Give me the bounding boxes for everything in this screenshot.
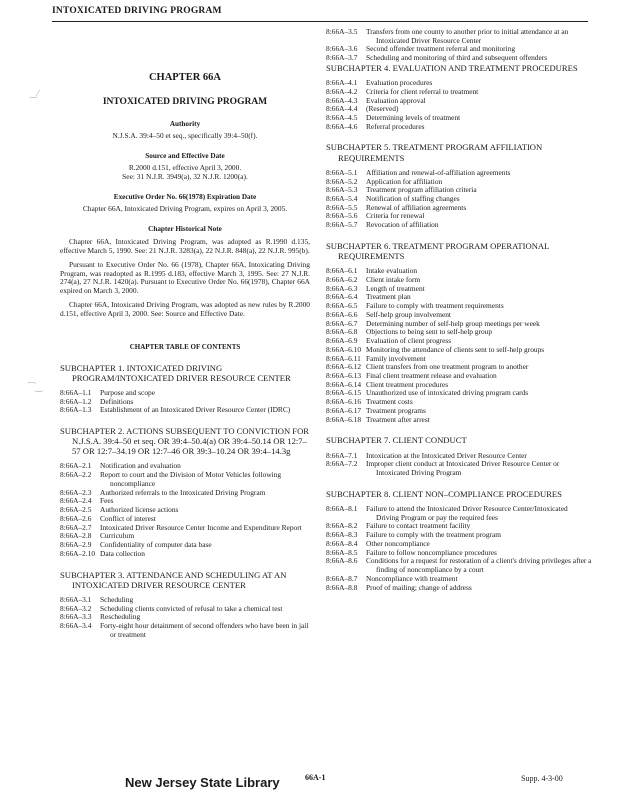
section-entry bbox=[326, 221, 592, 230]
section-entry bbox=[60, 497, 310, 506]
section-title: Length of treatment bbox=[366, 283, 425, 293]
section-number: 8:66A–8.1 bbox=[326, 503, 358, 513]
section-title: Other noncompliance bbox=[366, 538, 430, 548]
section-title: Confidentiality of computer data base bbox=[100, 540, 212, 550]
section-number: 8:66A–2.1 bbox=[60, 461, 92, 471]
section-entry bbox=[60, 605, 310, 614]
lead-list bbox=[326, 28, 592, 63]
section-entry bbox=[60, 506, 310, 515]
section-title: Data collection bbox=[100, 548, 145, 558]
section-number: 8:66A–6.4 bbox=[326, 292, 358, 302]
subchapter-title: SUBCHAPTER 4. EVALUATION AND TREATMENT PROCEDURES bbox=[326, 62, 578, 73]
section-title: Scheduling bbox=[100, 594, 134, 604]
section-entry bbox=[60, 406, 310, 415]
section-title: Definitions bbox=[100, 396, 134, 406]
section-title: Treatment program affiliation criteria bbox=[366, 185, 477, 195]
section-title: Client treatment procedures bbox=[366, 379, 449, 389]
source-heading: Source and Effective Date bbox=[145, 151, 225, 160]
section-entry bbox=[326, 557, 592, 574]
subchapter-title: SUBCHAPTER 3. ATTENDANCE AND SCHEDULING AT AN INTOXICATED DRIVER RESOURCE CENTER bbox=[60, 569, 287, 590]
section-number: 8:66A–3.5 bbox=[326, 27, 358, 36]
section-list bbox=[326, 452, 592, 478]
running-header: INTOXICATED DRIVING PROGRAM bbox=[52, 6, 222, 16]
toc-heading: CHAPTER TABLE OF CONTENTS bbox=[129, 343, 241, 352]
section-number: 8:66A–2.10 bbox=[60, 548, 96, 558]
section-number: 8:66A–4.3 bbox=[326, 95, 358, 105]
section-list bbox=[326, 505, 592, 592]
section-title: Unauthorized use of intoxicated driving program cards bbox=[366, 388, 529, 398]
section-title: Scheduling and monitoring of third and subsequent offenders bbox=[366, 53, 548, 63]
section-title: Evaluation of client progress bbox=[366, 336, 452, 346]
section-number: 8:66A–2.5 bbox=[60, 505, 92, 515]
section-number: 8:66A–1.2 bbox=[60, 396, 92, 406]
chapter-name: INTOXICATED DRIVING PROGRAM bbox=[102, 97, 268, 108]
history-paragraph: Chapter 66A, Intoxicated Driving Program, was adopted as new rules by R.2000 d.151, effective April 3, 2000. See: Source and Effective Date. bbox=[60, 299, 310, 318]
section-number: 8:66A–8.4 bbox=[326, 538, 358, 548]
margin-mark: ‿⁄ bbox=[30, 88, 39, 98]
header-rule bbox=[52, 21, 588, 22]
section-number: 8:66A–8.7 bbox=[326, 573, 358, 583]
section-title: Second offender treatment referral and monitoring bbox=[366, 44, 516, 54]
section-title: Monitoring the attendance of clients sent to self-help groups bbox=[366, 344, 545, 354]
section-title: Intoxicated Driver Resource Center Income and Expenditure Report bbox=[100, 522, 302, 532]
right-column bbox=[326, 28, 592, 592]
section-number: 8:66A–1.1 bbox=[60, 387, 92, 397]
section-entry bbox=[60, 550, 310, 559]
section-number: 8:66A–6.13 bbox=[326, 371, 362, 380]
section-list bbox=[60, 462, 310, 558]
section-number: 8:66A–2.3 bbox=[60, 487, 92, 497]
subchapter-title: SUBCHAPTER 7. CLIENT CONDUCT bbox=[326, 435, 467, 446]
source-line: See: 31 N.J.R. 3949(a), 32 N.J.R. 1200(a). bbox=[122, 172, 248, 182]
section-title: Intoxication at the Intoxicated Driver Resource Center bbox=[366, 450, 527, 460]
section-list bbox=[326, 169, 592, 230]
section-entry bbox=[60, 489, 310, 498]
section-number: 8:66A–4.1 bbox=[326, 78, 358, 88]
section-title: Failure to attend the Intoxicated Driver Resource Center/Intoxicated Driving Program or pay the required fees bbox=[366, 503, 568, 522]
section-number: 8:66A–4.5 bbox=[326, 113, 358, 123]
eo-heading: Executive Order No. 66(1978) Expiration Date bbox=[113, 192, 257, 201]
section-title: Improper client conduct at Intoxicated Driver Resource Center or Intoxicated Driving Program bbox=[366, 459, 560, 478]
history-paragraph: Chapter 66A, Intoxicated Driving Program, was adopted as R.1990 d.135, effective March 5, 1990. See: 21 N.J.R. 3283(a), 22 N.J.R. 848(a), 22 N.J.R. 995(b). bbox=[60, 237, 310, 256]
section-number: 8:66A–8.3 bbox=[326, 530, 358, 540]
section-title: Client intake form bbox=[366, 274, 421, 284]
section-number: 8:66A–8.5 bbox=[326, 547, 358, 557]
section-title: Affiliation and renewal-of-affiliation agreements bbox=[366, 167, 511, 177]
section-title: Self-help group involvement bbox=[366, 309, 451, 319]
section-number: 8:66A–6.17 bbox=[326, 405, 362, 415]
section-number: 8:66A–8.6 bbox=[326, 556, 358, 566]
section-title: Application for affiliation bbox=[366, 176, 443, 186]
section-list bbox=[60, 389, 310, 415]
section-title: Establishment of an Intoxicated Driver Resource Center (IDRC) bbox=[100, 405, 291, 415]
section-title: Conditions for a request for restoration of a client's driving privileges after a finding of noncompliance by a court bbox=[366, 556, 592, 575]
section-number: 8:66A–7.2 bbox=[326, 459, 358, 469]
section-number: 8:66A–4.2 bbox=[326, 86, 358, 96]
section-number: 8:66A–6.1 bbox=[326, 266, 358, 276]
section-entry bbox=[326, 505, 592, 522]
section-title: Forty-eight hour detainment of second offenders who have been in jail or treatment bbox=[100, 621, 309, 639]
section-number: 8:66A–6.16 bbox=[326, 397, 362, 407]
section-title: Failure to comply with treatment requirements bbox=[366, 301, 504, 311]
section-title: Failure to comply with the treatment program bbox=[366, 530, 502, 540]
section-number: 8:66A–2.4 bbox=[60, 496, 92, 506]
section-title: Fees bbox=[100, 496, 114, 506]
section-title: Treatment after arrest bbox=[366, 414, 430, 424]
eo-text: Chapter 66A, Intoxicated Driving Program, expires on April 3, 2005. bbox=[82, 204, 288, 214]
chapter-number: CHAPTER 66A bbox=[148, 72, 222, 83]
section-title: Treatment programs bbox=[366, 405, 426, 415]
section-list bbox=[60, 596, 310, 640]
section-number: 8:66A–6.12 bbox=[326, 362, 362, 372]
section-title: Failure to contact treatment facility bbox=[366, 521, 471, 531]
section-number: 8:66A–6.7 bbox=[326, 318, 358, 328]
subchapter-title: SUBCHAPTER 5. TREATMENT PROGRAM AFFILIATION REQUIREMENTS bbox=[326, 142, 543, 163]
section-number: 8:66A–6.9 bbox=[326, 336, 358, 346]
section-entry bbox=[326, 460, 592, 477]
left-column bbox=[60, 28, 310, 640]
right-subchapters bbox=[326, 63, 592, 592]
section-number: 8:66A–6.15 bbox=[326, 388, 362, 398]
section-title: Evaluation procedures bbox=[366, 78, 433, 88]
section-title: Authorized referrals to the Intoxicated Driving Program bbox=[100, 487, 266, 497]
section-title: Failure to follow noncompliance procedures bbox=[366, 547, 497, 557]
source-line: R.2000 d.151, effective April 3, 2000. bbox=[128, 163, 242, 173]
section-number: 8:66A–4.4 bbox=[326, 104, 358, 114]
section-number: 8:66A–6.8 bbox=[326, 327, 358, 337]
section-title: Determining levels of treatment bbox=[366, 113, 461, 123]
section-number: 8:66A–6.6 bbox=[326, 309, 358, 319]
section-title: Proof of mailing; change of address bbox=[366, 582, 472, 592]
subchapter-title: SUBCHAPTER 6. TREATMENT PROGRAM OPERATIONAL REQUIREMENTS bbox=[326, 240, 550, 262]
section-title: Noncompliance with treatment bbox=[366, 573, 458, 583]
section-number: 8:66A–6.2 bbox=[326, 274, 358, 284]
section-title: Treatment plan bbox=[366, 292, 411, 302]
page-number: 66A-1 bbox=[305, 773, 326, 782]
section-title: Determining number of self-help group meetings per week bbox=[366, 318, 540, 328]
section-number: 8:66A–6.14 bbox=[326, 379, 362, 389]
section-number: 8:66A–1.3 bbox=[60, 405, 92, 415]
section-title: Notification and evaluation bbox=[100, 461, 181, 471]
section-number: 8:66A–5.3 bbox=[326, 185, 358, 195]
section-number: 8:66A–8.8 bbox=[326, 582, 358, 592]
section-number: 8:66A–2.7 bbox=[60, 522, 92, 532]
section-entry bbox=[60, 471, 310, 488]
section-number: 8:66A–3.2 bbox=[60, 603, 92, 613]
subchapter-title: SUBCHAPTER 1. INTOXICATED DRIVING PROGRAM/INTOXICATED DRIVER RESOURCE CENTER bbox=[60, 362, 291, 383]
section-title: Authorized license actions bbox=[100, 505, 179, 515]
margin-mark: ⁀‿ bbox=[28, 382, 43, 392]
section-title: Referral procedures bbox=[366, 121, 425, 131]
section-number: 8:66A–6.11 bbox=[326, 353, 361, 363]
section-number: 8:66A–5.5 bbox=[326, 202, 358, 212]
section-entry bbox=[326, 28, 592, 45]
history-paragraph: Pursuant to Executive Order No. 66 (1978), Chapter 66A, Intoxicating Driving Program, was readopted as R.1995 d.183, effective March 3, 1995. See: 27 N.J.R. 274(a), 27 N.J.R. 1420(a). Pursuant to Executive Order No. 66(1978), Chapter 66A expired on March 3, 2000. bbox=[60, 259, 310, 296]
section-list bbox=[326, 79, 592, 131]
section-title: Evaluation approval bbox=[366, 95, 426, 105]
section-entry bbox=[60, 524, 310, 533]
section-number: 8:66A–6.3 bbox=[326, 283, 358, 293]
section-title: Transfers from one county to another prior to initial attendance at an Intoxicated Driver Resource Center bbox=[366, 27, 569, 45]
section-title: Report to court and the Division of Motor Vehicles following noncompliance bbox=[100, 470, 282, 488]
section-number: 8:66A–6.18 bbox=[326, 414, 362, 424]
section-title: Treatment costs bbox=[366, 397, 413, 407]
section-number: 8:66A–5.1 bbox=[326, 167, 358, 177]
section-title: Conflict of interest bbox=[100, 513, 156, 523]
history-heading: Chapter Historical Note bbox=[148, 224, 222, 233]
section-entry bbox=[326, 123, 592, 132]
section-entry bbox=[326, 584, 592, 593]
section-number: 8:66A–5.4 bbox=[326, 193, 358, 203]
section-number: 8:66A–3.7 bbox=[326, 53, 358, 63]
section-number: 8:66A–4.6 bbox=[326, 121, 358, 131]
section-title: (Reserved) bbox=[366, 104, 399, 114]
section-title: Intake evaluation bbox=[366, 266, 418, 276]
section-title: Objections to being sent to self-help group bbox=[366, 327, 493, 337]
section-title: Scheduling clients convicted of refusal to take a chemical test bbox=[100, 603, 283, 613]
section-title: Curriculum bbox=[100, 531, 135, 541]
section-title: Family involvement bbox=[366, 353, 426, 363]
library-stamp: New Jersey State Library bbox=[125, 775, 280, 790]
section-number: 8:66A–6.10 bbox=[326, 344, 362, 354]
section-number: 8:66A–2.6 bbox=[60, 513, 92, 523]
supplement-date: Supp. 4-3-00 bbox=[521, 774, 563, 783]
section-number: 8:66A–3.4 bbox=[60, 621, 92, 631]
section-title: Notification of staffing changes bbox=[366, 193, 460, 203]
section-title: Criteria for renewal bbox=[366, 211, 425, 221]
section-entry bbox=[60, 622, 310, 639]
section-number: 8:66A–6.5 bbox=[326, 301, 358, 311]
section-list bbox=[326, 267, 592, 424]
section-number: 8:66A–3.6 bbox=[326, 44, 358, 54]
authority-heading: Authority bbox=[169, 119, 201, 128]
section-number: 8:66A–2.9 bbox=[60, 540, 92, 550]
section-title: Revocation of affiliation bbox=[366, 220, 439, 230]
section-number: 8:66A–5.6 bbox=[326, 211, 358, 221]
section-number: 8:66A–2.8 bbox=[60, 531, 92, 541]
section-title: Final client treatment release and evaluation bbox=[366, 371, 497, 380]
section-title: Renewal of affiliation agreements bbox=[366, 202, 467, 212]
section-number: 8:66A–5.2 bbox=[326, 176, 358, 186]
section-number: 8:66A–8.2 bbox=[326, 521, 358, 531]
section-number: 8:66A–7.1 bbox=[326, 450, 358, 460]
section-number: 8:66A–2.2 bbox=[60, 470, 92, 480]
section-title: Client transfers from one treatment program to another bbox=[366, 362, 529, 372]
section-title: Rescheduling bbox=[100, 612, 141, 622]
section-title: Criteria for client referral to treatment bbox=[366, 86, 479, 96]
section-number: 8:66A–3.1 bbox=[60, 594, 92, 604]
subchapter-title: SUBCHAPTER 2. ACTIONS SUBSEQUENT TO CONVICTION FOR N.J.S.A. 39:4–50 et seq. OR 39:4–50.4(a) OR 39:4–50.14 OR 12:7–57 OR 12:7–34.19 OR 12:7–46 OR 39:3–10.24 OR 39:4–14.3g bbox=[60, 426, 310, 457]
section-entry bbox=[326, 416, 592, 425]
section-entry bbox=[326, 54, 592, 63]
authority-text: N.J.S.A. 39:4–50 et seq., specifically 39:4–50(f). bbox=[112, 131, 258, 141]
section-number: 8:66A–5.7 bbox=[326, 220, 358, 230]
section-entry bbox=[60, 541, 310, 550]
section-title: Purpose and scope bbox=[100, 387, 156, 397]
section-number: 8:66A–3.3 bbox=[60, 612, 92, 622]
left-subchapters bbox=[60, 363, 310, 640]
section-entry bbox=[60, 389, 310, 398]
subchapter-title: SUBCHAPTER 8. CLIENT NON–COMPLIANCE PROCEDURES bbox=[326, 488, 562, 499]
